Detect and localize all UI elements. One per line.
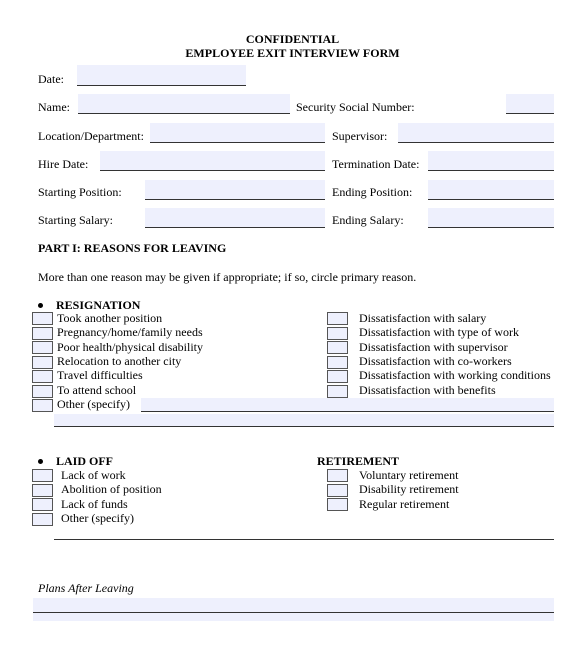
checkbox-dissatisfaction-salary[interactable] <box>327 312 348 325</box>
checkbox-dissatisfaction-type-of-work[interactable] <box>327 327 348 340</box>
resignation-item-label: Dissatisfaction with type of work <box>359 325 519 339</box>
hire-date-label: Hire Date: <box>38 157 89 171</box>
starting-position-field[interactable] <box>145 180 325 200</box>
ssn-field[interactable] <box>506 94 554 114</box>
checkbox-relocation[interactable] <box>32 356 53 369</box>
resignation-bullet <box>38 303 43 308</box>
checkbox-abolition-of-position[interactable] <box>32 484 53 497</box>
checkbox-laid-off-other[interactable] <box>32 513 53 526</box>
name-label: Name: <box>38 100 70 114</box>
checkbox-pregnancy-home-family[interactable] <box>32 327 53 340</box>
resignation-item-label: Relocation to another city <box>57 354 182 368</box>
ssn-label: Security Social Number: <box>296 100 415 114</box>
retirement-item-label: Voluntary retirement <box>359 468 459 482</box>
location-field[interactable] <box>150 123 325 143</box>
checkbox-lack-of-funds[interactable] <box>32 498 53 511</box>
date-label: Date: <box>38 72 64 86</box>
resignation-item-label: Dissatisfaction with supervisor <box>359 340 508 354</box>
form-title-confidential: CONFIDENTIAL <box>245 32 340 46</box>
laid-off-item-label: Other (specify) <box>61 511 134 525</box>
checkbox-dissatisfaction-working-conditions[interactable] <box>327 370 348 383</box>
resignation-item-label: Took another position <box>57 311 163 325</box>
starting-position-label: Starting Position: <box>38 185 122 199</box>
checkbox-poor-health[interactable] <box>32 341 53 354</box>
checkbox-resignation-other[interactable] <box>32 399 53 412</box>
checkbox-regular-retirement[interactable] <box>327 498 348 511</box>
starting-salary-label: Starting Salary: <box>38 213 113 227</box>
form-title: EMPLOYEE EXIT INTERVIEW FORM <box>185 46 400 60</box>
starting-salary-field[interactable] <box>145 208 325 228</box>
plans-after-leaving-field[interactable] <box>33 598 554 613</box>
ending-position-label: Ending Position: <box>332 185 413 199</box>
termination-date-field[interactable] <box>428 151 554 171</box>
ending-position-field[interactable] <box>428 180 554 200</box>
ending-salary-field[interactable] <box>428 208 554 228</box>
resignation-item-label: Dissatisfaction with co-workers <box>359 354 512 368</box>
resignation-item-label: Dissatisfaction with working conditions <box>359 368 551 382</box>
laid-off-other-line[interactable] <box>54 539 554 540</box>
resignation-other-field-line2[interactable] <box>54 414 554 427</box>
checkbox-travel-difficulties[interactable] <box>32 370 53 383</box>
resignation-item-label: Other (specify) <box>57 397 130 411</box>
supervisor-label: Supervisor: <box>332 129 388 143</box>
retirement-item-label: Regular retirement <box>359 497 450 511</box>
retirement-title: RETIREMENT <box>317 454 400 468</box>
plans-after-leaving-field-line2[interactable] <box>33 613 554 621</box>
checkbox-took-another-position[interactable] <box>32 312 53 325</box>
resignation-item-label: Travel difficulties <box>57 368 143 382</box>
laid-off-title: LAID OFF <box>56 454 113 468</box>
checkbox-attend-school[interactable] <box>32 385 53 398</box>
laid-off-item-label: Abolition of position <box>61 482 162 496</box>
resignation-item-label: Dissatisfaction with salary <box>359 311 487 325</box>
resignation-item-label: Pregnancy/home/family needs <box>57 325 203 339</box>
checkbox-dissatisfaction-co-workers[interactable] <box>327 356 348 369</box>
part1-heading: PART I: REASONS FOR LEAVING <box>38 241 227 255</box>
resignation-other-field[interactable] <box>141 398 554 412</box>
location-label: Location/Department: <box>38 129 144 143</box>
checkbox-lack-of-work[interactable] <box>32 469 53 482</box>
termination-date-label: Termination Date: <box>332 157 420 171</box>
plans-after-leaving-label: Plans After Leaving <box>38 581 134 595</box>
laid-off-item-label: Lack of work <box>61 468 126 482</box>
hire-date-field[interactable] <box>100 151 325 171</box>
part1-instruction: More than one reason may be given if appropriate; if so, circle primary reason. <box>38 270 417 284</box>
name-field[interactable] <box>78 94 290 114</box>
retirement-item-label: Disability retirement <box>359 482 459 496</box>
ending-salary-label: Ending Salary: <box>332 213 404 227</box>
supervisor-field[interactable] <box>398 123 554 143</box>
resignation-item-label: To attend school <box>57 383 137 397</box>
checkbox-voluntary-retirement[interactable] <box>327 469 348 482</box>
resignation-item-label: Dissatisfaction with benefits <box>359 383 496 397</box>
date-field[interactable] <box>77 65 246 86</box>
checkbox-dissatisfaction-supervisor[interactable] <box>327 341 348 354</box>
laid-off-bullet <box>38 459 43 464</box>
checkbox-dissatisfaction-benefits[interactable] <box>327 385 348 398</box>
resignation-item-label: Poor health/physical disability <box>57 340 203 354</box>
resignation-title: RESIGNATION <box>56 298 141 312</box>
checkbox-disability-retirement[interactable] <box>327 484 348 497</box>
laid-off-item-label: Lack of funds <box>61 497 128 511</box>
